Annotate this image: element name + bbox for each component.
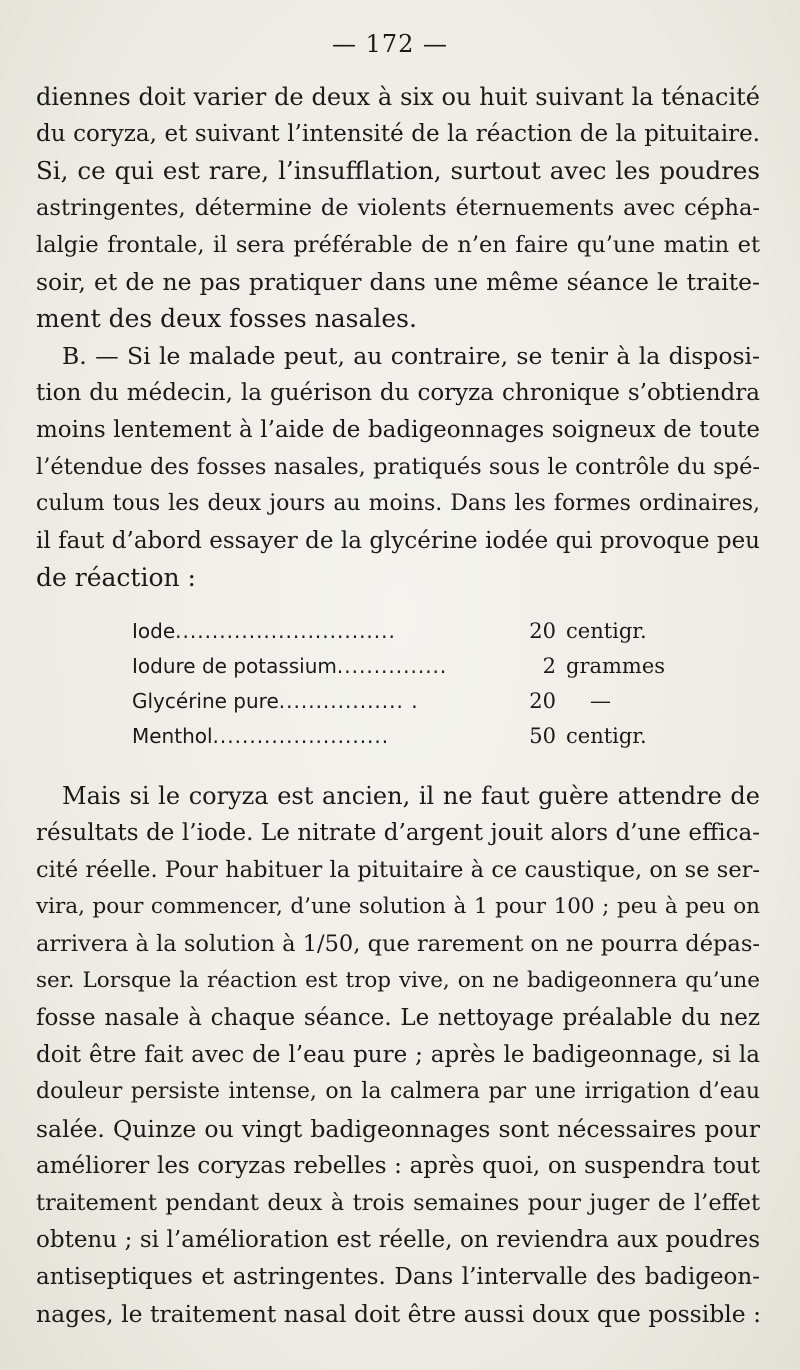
text-line: douleur persiste intense, on la calmera par une irrigation d’eau: [36, 1079, 760, 1104]
text-line: moins lentement à l’aide de badigeonnages soigneux de toute: [36, 417, 760, 443]
ingredient-name: Iode: [132, 619, 176, 643]
ingredient-name: Menthol: [132, 724, 213, 748]
ingredient-unit: grammes: [566, 654, 666, 678]
text-line: salée. Quinze ou vingt badigeonnages sont nécessaires pour: [36, 1115, 760, 1143]
text-line: B. — Si le malade peut, au contraire, se tenir à la disposi-: [62, 342, 760, 370]
text-line: fosse nasale à chaque séance. Le nettoyage préalable du nez: [36, 1005, 760, 1031]
ingredient-quantity: 2: [542, 654, 556, 678]
text-line: traitement pendant deux à trois semaines pour juger de l’effet: [36, 1190, 760, 1216]
text-line: Mais si le coryza est ancien, il ne faut guère attendre de: [62, 782, 760, 810]
ingredient-quantity: 20: [529, 619, 556, 643]
text-line: ment des deux fosses nasales.: [36, 304, 417, 333]
text-line: vira, pour commencer, d’une solution à 1 pour 100 ; peu à peu on: [36, 894, 760, 919]
text-line: culum tous les deux jours au moins. Dans les formes ordinaires,: [36, 491, 760, 516]
dot-leader: ...............: [336, 654, 448, 678]
ingredient-unit: —: [590, 689, 611, 713]
text-line: astringentes, détermine de violents éternuements avec cépha-: [36, 195, 760, 221]
text-line: l’étendue des fosses nasales, pratiqués sous le contrôle du spé-: [36, 454, 760, 480]
text-line: nages, le traitement nasal doit être aussi doux que possible :: [36, 1300, 762, 1328]
text-line: tion du médecin, la guérison du coryza chronique s’obtiendra: [36, 380, 760, 406]
text-line: Si, ce qui est rare, l’insufflation, surtout avec les poudres: [36, 156, 760, 185]
dot-leader: ................. .: [278, 689, 419, 713]
text-line: améliorer les coryzas rebelles : après quoi, on suspendra tout: [36, 1153, 760, 1179]
text-line: il faut d’abord essayer de la glycérine iodée qui provoque peu: [36, 528, 760, 554]
text-line: soir, et de ne pas pratiquer dans une même séance le traite-: [36, 268, 760, 296]
text-line: arrivera à la solution à 1/50, que rarement on ne pourra dépas-: [36, 931, 760, 957]
text-line: de réaction :: [36, 563, 196, 592]
formula-row: [132, 684, 672, 718]
text-line: cité réelle. Pour habituer la pituitaire à ce caustique, on se ser-: [36, 857, 760, 883]
text-line: doit être fait avec de l’eau pure ; après le badigeonnage, si la: [36, 1042, 760, 1068]
text-line: diennes doit varier de deux à six ou huit suivant la ténacité: [36, 83, 760, 111]
ingredient-name: Iodure de potassium: [132, 654, 337, 678]
text-line: lalgie frontale, il sera préférable de n’en faire qu’une matin et: [36, 232, 760, 258]
text-line: ser. Lorsque la réaction est trop vive, on ne badigeonnera qu’une: [36, 968, 760, 993]
formula-row: [132, 649, 672, 683]
ingredient-unit: centigr.: [566, 619, 647, 643]
text-line: antiseptiques et astringentes. Dans l’intervalle des badigeon-: [36, 1264, 760, 1290]
ingredient-quantity: 50: [529, 724, 556, 748]
text-line: résultats de l’iode. Le nitrate d’argent jouit alors d’une effica-: [36, 820, 760, 846]
ingredient-name: Glycérine pure: [132, 689, 279, 713]
text-line: du coryza, et suivant l’intensité de la réaction de la pituitaire.: [36, 121, 760, 147]
ingredient-unit: centigr.: [566, 724, 647, 748]
dot-leader: ..............................: [175, 619, 396, 643]
page-number: — 172 —: [331, 30, 449, 58]
dot-leader: ........................: [212, 724, 390, 748]
formula-row: [132, 614, 672, 648]
ingredient-quantity: 20: [529, 689, 556, 713]
text-line: obtenu ; si l’amélioration est réelle, on reviendra aux poudres: [36, 1227, 760, 1253]
formula-row: [132, 719, 672, 753]
